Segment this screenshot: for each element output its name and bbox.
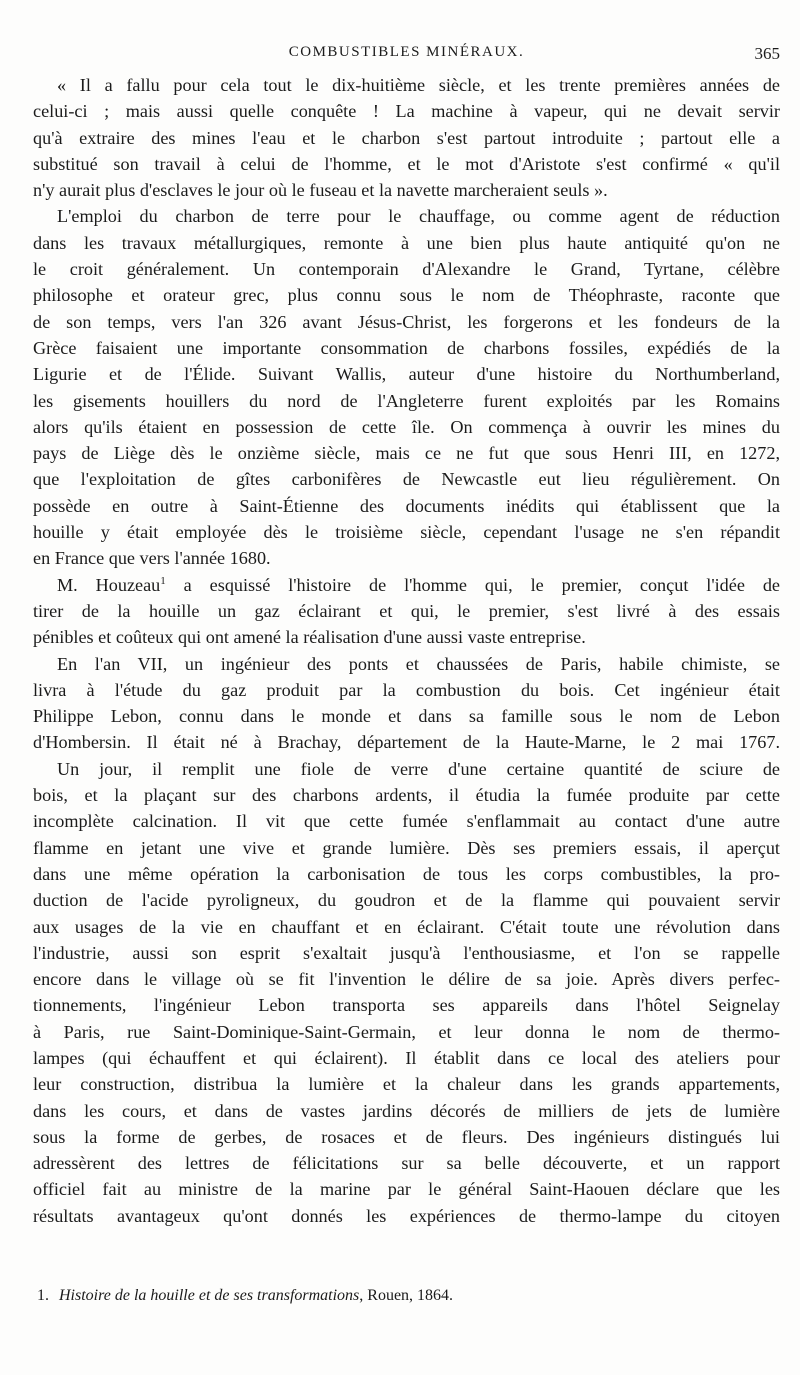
text-line: alors qu'ils étaient en possession de cette île. On commença à ouvrir les mines du bbox=[33, 416, 780, 437]
text-line: résultats avantageux qu'ont donnés les expériences de thermo-lampe du citoyen bbox=[33, 1205, 780, 1226]
body-text bbox=[33, 72, 780, 1229]
text-line: sous la forme de gerbes, de rosaces et de fleurs. Des ingénieurs distingués lui bbox=[33, 1126, 780, 1147]
text-line: pénibles et coûteux qui ont amené la réalisation d'une aussi vaste entreprise. bbox=[33, 627, 586, 648]
text-line: « Il a fallu pour cela tout le dix-huitième siècle, et les trente premières années de bbox=[57, 75, 780, 95]
text-line: leur construction, distribua la lumière et la chaleur dans les grands appartements, bbox=[33, 1074, 780, 1095]
text-line: lampes (qui échauffent et qui éclairent). Il établit dans ce local des ateliers pour bbox=[33, 1047, 780, 1068]
text-line: Ligurie et de l'Élide. Suivant Wallis, auteur d'une histoire du Northumberland, bbox=[33, 364, 780, 385]
footnote-marker: 1 bbox=[160, 574, 166, 587]
text-line: L'emploi du charbon de terre pour le chauffage, ou comme agent de réduction bbox=[57, 206, 780, 227]
text-line: d'Hombersin. Il était né à Brachay, département de la Haute-Marne, le 2 mai 1767. bbox=[33, 732, 780, 753]
text-line: le croit généralement. Un contemporain d'Alexandre le Grand, Tyrtane, célèbre bbox=[33, 259, 780, 280]
text-line: substitué son travail à celui de l'homme, et le mot d'Aristote s'est confirmé « qu'il bbox=[33, 153, 780, 174]
text-line: tirer de la houille un gaz éclairant et qui, le premier, s'est livré à des essais bbox=[33, 600, 780, 621]
text-line: aux usages de la vie en chauffant et en éclairant. C'était toute une révolution dans bbox=[33, 916, 780, 937]
text-line: adressèrent des lettres de félicitations sur sa belle découverte, et un rapport bbox=[33, 1153, 780, 1174]
text-line-with-footnote bbox=[33, 572, 780, 598]
footnote-title: Histoire de la houille et de ses transformations bbox=[59, 1287, 360, 1304]
text-line: possède en outre à Saint-Étienne des documents inédits qui établissent que la bbox=[33, 495, 780, 516]
text-line: dans une même opération la carbonisation de tous les corps combustibles, la pro- bbox=[33, 863, 780, 884]
text-segment: M. Houzeau bbox=[57, 574, 161, 595]
text-line: flamme en jetant une vive et grande lumière. Dès ses premiers essais, il aperçut bbox=[33, 837, 780, 858]
text-line: que l'exploitation de gîtes carbonifères de Newcastle eut lieu régulièrement. On bbox=[33, 469, 780, 490]
text-line: en France que vers l'année 1680. bbox=[33, 548, 271, 569]
text-line: qu'à extraire des mines l'eau et le charbon s'est partout introduite ; partout elle a bbox=[33, 127, 780, 148]
text-segment: a esquissé l'histoire de l'homme qui, le premier, conçut l'idée de bbox=[165, 574, 780, 595]
text-line: l'industrie, aussi son esprit s'exaltait jusqu'à l'enthousiasme, et l'on se rappelle bbox=[33, 942, 780, 963]
text-line: à Paris, rue Saint-Dominique-Saint-Germain, et leur donna le nom de thermo- bbox=[33, 1021, 780, 1042]
text-line: de son temps, vers l'an 326 avant Jésus-Christ, les forgerons et les fondeurs de la bbox=[33, 311, 780, 332]
page-number: 365 bbox=[754, 44, 780, 63]
text-line: dans les cours, et dans de vastes jardins décorés de milliers de jets de lumière bbox=[33, 1100, 780, 1121]
text-line: les gisements houillers du nord de l'Angleterre furent exploités par les Romains bbox=[33, 390, 780, 411]
text-line: Philippe Lebon, connu dans le monde et dans sa famille sous le nom de Lebon bbox=[33, 706, 780, 727]
footnote-rest: , Rouen, 1864. bbox=[359, 1287, 454, 1304]
text-line: celui-ci ; mais aussi quelle conquête ! La machine à vapeur, qui ne devait servir bbox=[33, 101, 780, 122]
text-line: Un jour, il remplit une fiole de verre d'une certaine quantité de sciure de bbox=[57, 758, 780, 779]
running-title: COMBUSTIBLES MINÉRAUX. bbox=[288, 44, 525, 60]
text-line: n'y aurait plus d'esclaves le jour où le fuseau et la navette marcheraient seuls ». bbox=[33, 180, 608, 201]
footnote bbox=[33, 1287, 780, 1305]
text-line: pays de Liège dès le onzième siècle, mais ce ne fut que sous Henri III, en 1272, bbox=[33, 443, 780, 464]
text-line: En l'an VII, un ingénieur des ponts et chaussées de Paris, habile chimiste, se bbox=[57, 653, 780, 674]
text-line: dans les travaux métallurgiques, remonte à une bien plus haute antiquité qu'on ne bbox=[33, 232, 780, 253]
running-header bbox=[33, 42, 780, 66]
text-line: Grèce faisaient une importante consommation de charbons fossiles, expédiés de la bbox=[33, 337, 780, 358]
text-line: incomplète calcination. Il vit que cette fumée s'enflammait au contact d'une autre bbox=[33, 811, 780, 832]
text-line: bois, et la plaçant sur des charbons ardents, il étudia la fumée produite par cette bbox=[33, 785, 780, 806]
text-line: tionnements, l'ingénieur Lebon transporta ses appareils dans l'hôtel Seignelay bbox=[33, 995, 780, 1016]
text-line: officiel fait au ministre de la marine par le général Saint-Haouen déclare que les bbox=[33, 1179, 780, 1200]
text-line: duction de l'acide pyroligneux, du goudron et de la flamme qui pouvaient servir bbox=[33, 890, 780, 911]
footnote-number: 1. bbox=[37, 1287, 49, 1304]
text-line: encore dans le village où se fit l'invention le délire de sa joie. Après divers perfec- bbox=[33, 969, 780, 990]
text-line: philosophe et orateur grec, plus connu sous le nom de Théophraste, raconte que bbox=[33, 285, 780, 306]
text-line: livra à l'étude du gaz produit par la combustion du bois. Cet ingénieur était bbox=[33, 679, 780, 700]
text-line: houille y était employée dès le troisième siècle, cependant l'usage ne s'en répandit bbox=[33, 522, 780, 543]
